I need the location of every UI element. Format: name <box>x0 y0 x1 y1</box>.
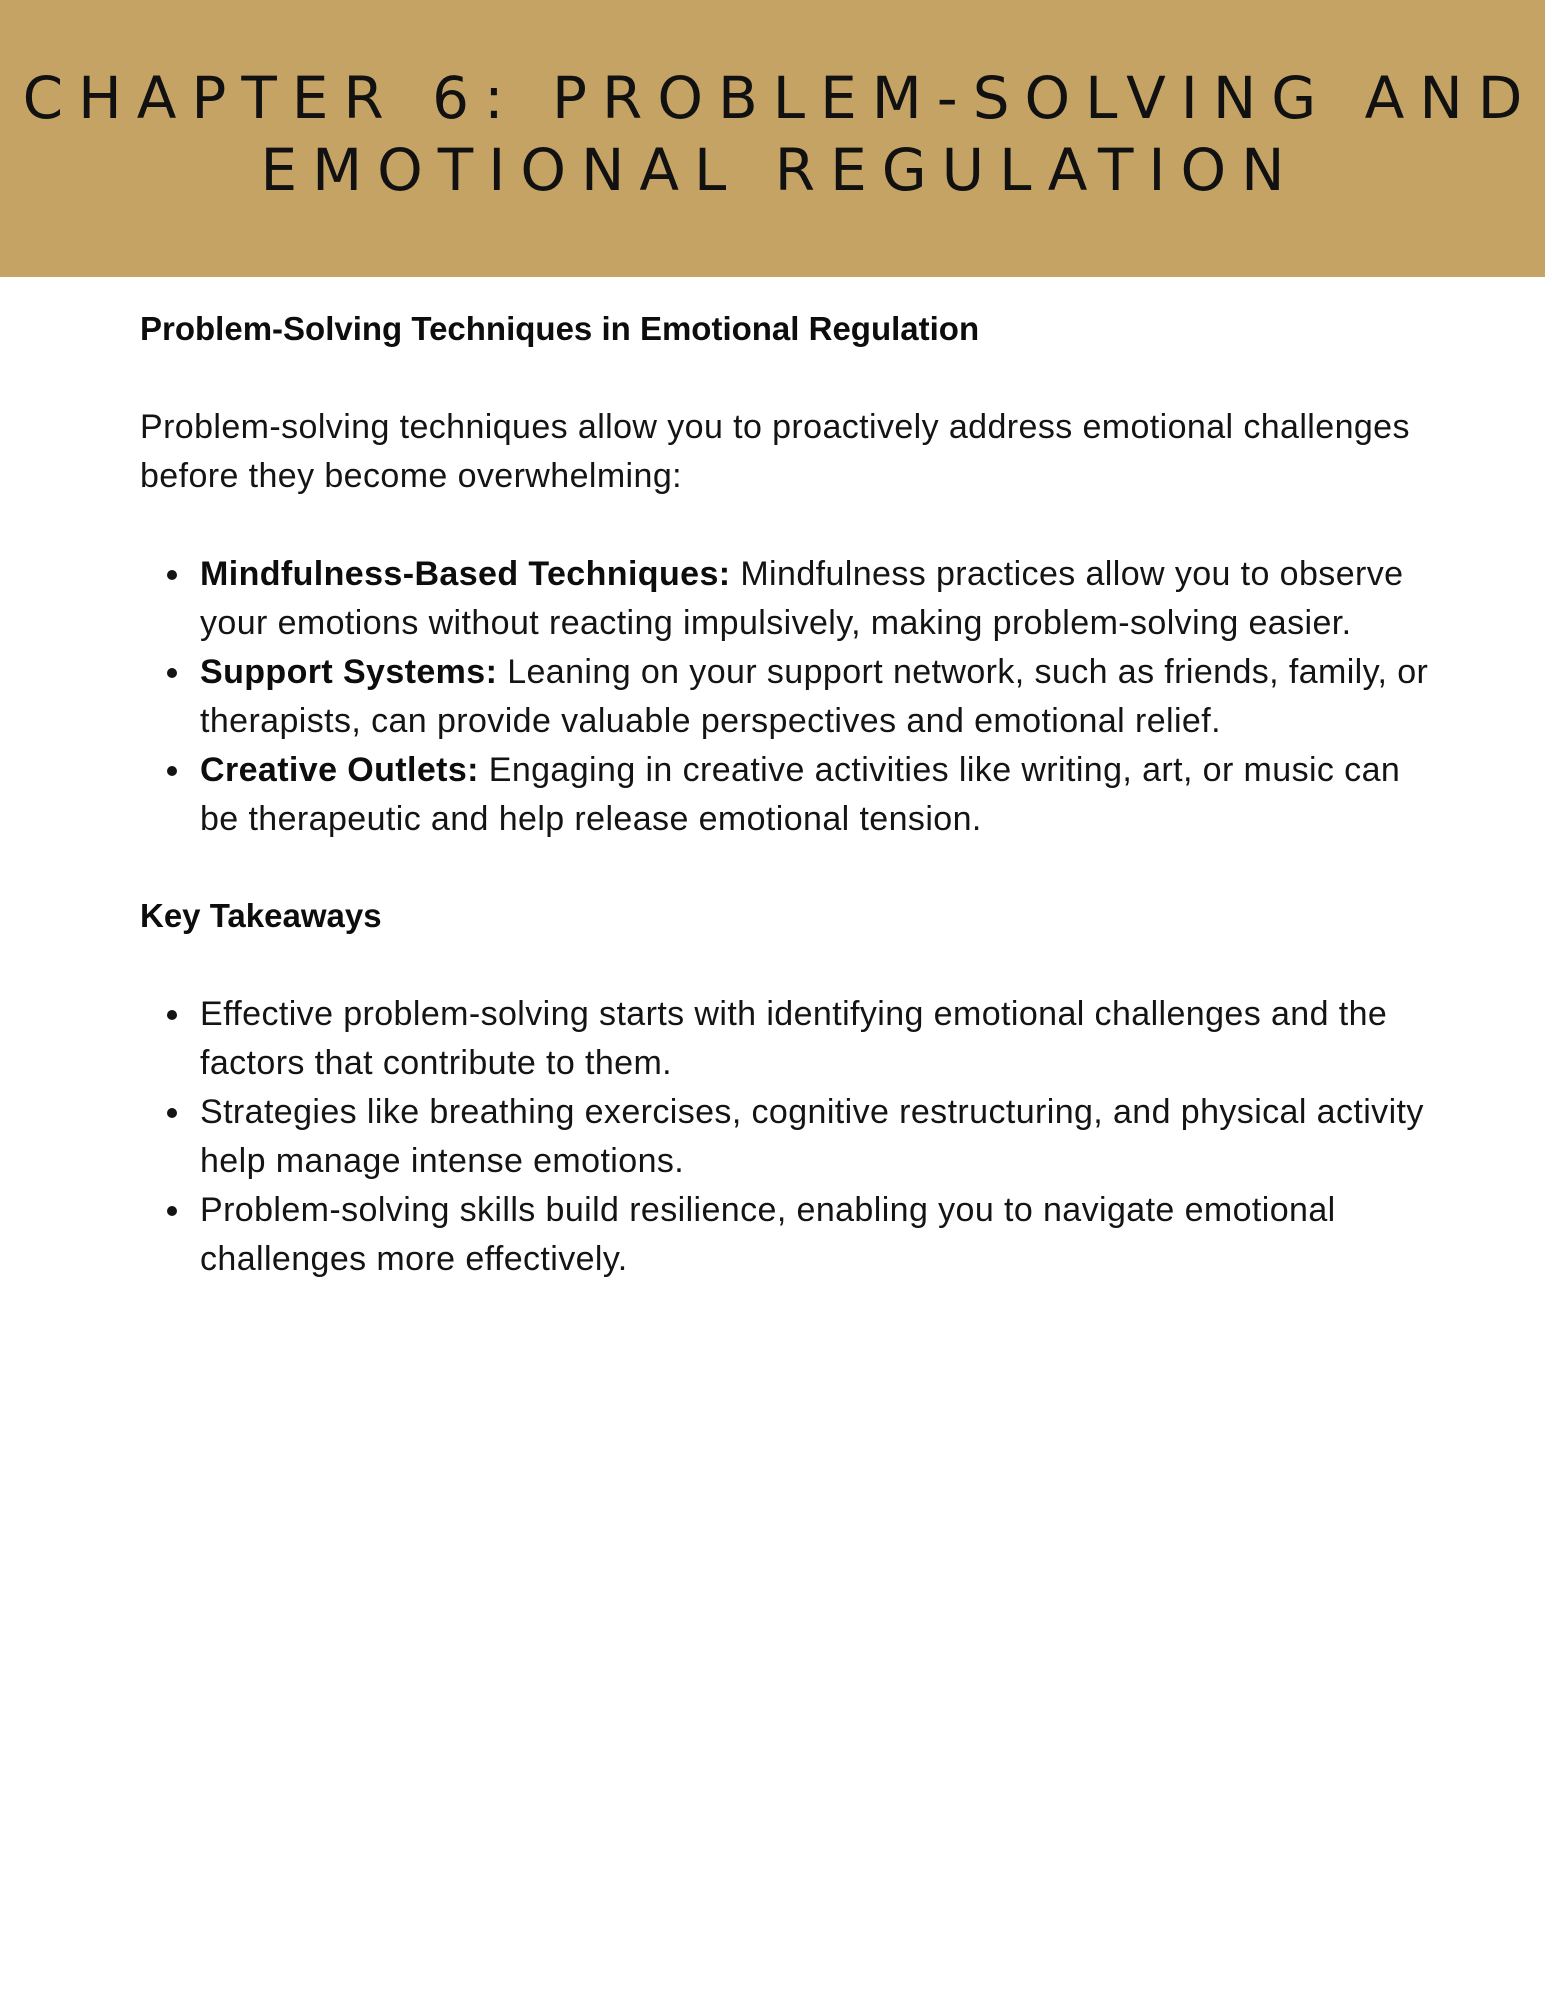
list-item-text: Leaning on your support network, such as friends, family, or therapists, can provide valuable perspectives and emotional relief. <box>200 653 1429 740</box>
list-item-term: Support Systems: <box>200 653 498 691</box>
section-heading-key-takeaways: Key Takeaways <box>140 897 382 934</box>
techniques-list <box>140 550 1430 844</box>
list-item <box>140 550 1430 648</box>
page-content <box>140 304 1430 1284</box>
takeaways-list <box>140 990 1430 1284</box>
list-item-text: Strategies like breathing exercises, cognitive restructuring, and physical activity help manage intense emotions. <box>200 1093 1424 1180</box>
list-item <box>140 1088 1430 1186</box>
section-heading-techniques: Problem-Solving Techniques in Emotional Regulation <box>140 310 980 347</box>
list-item-text: Engaging in creative activities like writing, art, or music can be therapeutic and help release emotional tension. <box>200 751 1401 838</box>
bullet-icon <box>167 1010 177 1020</box>
list-item <box>140 1186 1430 1284</box>
chapter-title <box>0 62 1545 206</box>
chapter-banner <box>0 0 1545 277</box>
chapter-title-line-2: EMOTIONAL REGULATION <box>260 136 1300 204</box>
list-item-term: Mindfulness-Based Techniques: <box>200 555 731 593</box>
bullet-icon <box>167 1206 177 1216</box>
list-item <box>140 648 1430 746</box>
chapter-title-line-1: CHAPTER 6: PROBLEM-SOLVING AND <box>22 64 1538 132</box>
bullet-icon <box>167 1108 177 1118</box>
list-item <box>140 990 1430 1088</box>
bullet-icon <box>167 570 177 580</box>
list-item-term: Creative Outlets: <box>200 751 479 789</box>
bullet-icon <box>167 668 177 678</box>
list-item-text: Problem-solving skills build resilience, enabling you to navigate emotional challenges more effectively. <box>200 1191 1336 1278</box>
intro-paragraph: Problem-solving techniques allow you to proactively address emotional challenges before they become overwhelming: <box>140 408 1410 495</box>
bullet-icon <box>167 766 177 776</box>
list-item <box>140 746 1430 844</box>
list-item-text: Mindfulness practices allow you to observe your emotions without reacting impulsively, making problem-solving easier. <box>200 555 1404 642</box>
list-item-text: Effective problem-solving starts with identifying emotional challenges and the factors that contribute to them. <box>200 995 1388 1082</box>
